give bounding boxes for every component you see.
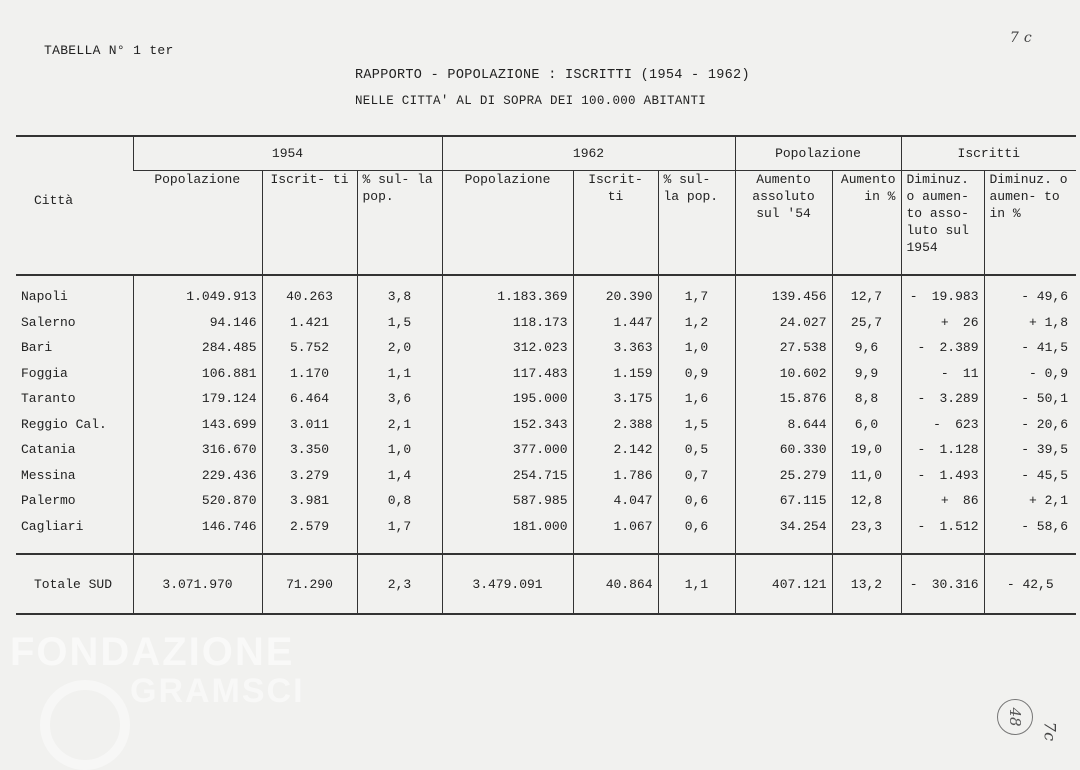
cell-isc54: 6.464 <box>262 386 357 412</box>
page-title: RAPPORTO - POPOLAZIONE : ISCRITTI (1954 - 1962) <box>355 68 750 83</box>
cell-pct62: 0,6 <box>658 514 735 555</box>
cell-isc54: 3.981 <box>262 488 357 514</box>
cell-pop54: 179.124 <box>133 386 262 412</box>
cell-dim-sign: - <box>933 416 941 432</box>
cell-pct62: 1,6 <box>658 386 735 412</box>
cell-pct62: 1,5 <box>658 412 735 438</box>
cell-pop54: 94.146 <box>133 310 262 336</box>
cell-dim-sign: - <box>909 289 918 305</box>
cell-pct54: 3,6 <box>357 386 442 412</box>
cell-pop62: 377.000 <box>442 437 573 463</box>
cell-dim-value: 3.289 <box>939 391 979 407</box>
cell-aum-pct: 23,3 <box>832 514 901 555</box>
cell-isc62: 3.175 <box>573 386 658 412</box>
cell-aum-abs: 139.456 <box>735 275 832 310</box>
col-header-pop62: Popolazione <box>442 171 573 276</box>
col-header-pop54: Popolazione <box>133 171 262 276</box>
cell-dim-value: 1.493 <box>939 467 979 483</box>
cell-pop62: 312.023 <box>442 335 573 361</box>
table-label: TABELLA N° 1 ter <box>44 43 174 58</box>
cell-dim-sign: - <box>917 391 926 407</box>
cell-dim-abs <box>901 361 984 387</box>
table-row <box>16 275 1076 310</box>
cell-aum-pct: 12,8 <box>832 488 901 514</box>
cell-city: Messina <box>21 467 76 483</box>
watermark-logo-icon <box>40 680 130 770</box>
cell-aum-abs: 60.330 <box>735 437 832 463</box>
cell-dim-abs <box>901 310 984 336</box>
cell-pct54: 1,0 <box>357 437 442 463</box>
cell-dim-pct: - 0,9 <box>984 361 1076 387</box>
cell-aum-abs: 15.876 <box>735 386 832 412</box>
cell-pop54: 143.699 <box>133 412 262 438</box>
col-header-dim-pct: Diminuz. o aumen- to in % <box>984 171 1076 276</box>
table-body <box>16 275 1076 554</box>
col-header-city: Città <box>16 136 133 275</box>
cell-pop62: 254.715 <box>442 463 573 489</box>
cell-isc62: 2.388 <box>573 412 658 438</box>
cell-aum-pct: 8,8 <box>832 386 901 412</box>
cell-city: Totale SUD <box>16 554 133 614</box>
total-row <box>16 554 1076 614</box>
cell-aum-pct: 9,9 <box>832 361 901 387</box>
cell-pct62: 1,0 <box>658 335 735 361</box>
cell-isc54: 3.279 <box>262 463 357 489</box>
cell-pop62: 118.173 <box>442 310 573 336</box>
cell-isc62: 20.390 <box>573 275 658 310</box>
cell-dim-abs <box>901 412 984 438</box>
cell-pop62: 195.000 <box>442 386 573 412</box>
cell-pct54: 2,3 <box>357 554 442 614</box>
cell-dim-pct: - 50,1 <box>984 386 1076 412</box>
cell-isc62: 1.067 <box>573 514 658 555</box>
cell-pct62: 0,6 <box>658 488 735 514</box>
cell-aum-abs: 25.279 <box>735 463 832 489</box>
watermark-text-2: GRAMSCI <box>130 672 305 710</box>
cell-pop62: 152.343 <box>442 412 573 438</box>
group-header-row <box>16 136 1076 171</box>
cell-dim-abs <box>901 514 984 555</box>
cell-pct54: 0,8 <box>357 488 442 514</box>
table-row <box>16 463 1076 489</box>
col-header-dim-abs: Diminuz. o aumen- to asso- luto sul 1954 <box>901 171 984 276</box>
cell-pop62: 181.000 <box>442 514 573 555</box>
cell-isc54: 40.263 <box>262 275 357 310</box>
cell-pct62: 0,9 <box>658 361 735 387</box>
cell-dim-sign: - <box>917 467 926 483</box>
cell-dim-sign: - <box>917 340 926 356</box>
cell-city: Napoli <box>21 289 68 305</box>
cell-dim-pct: + 2,1 <box>984 488 1076 514</box>
handwritten-corner-note: 7 c <box>1009 30 1032 46</box>
cell-dim-value: 86 <box>962 493 979 509</box>
cell-pct54: 3,8 <box>357 275 442 310</box>
cell-city: Palermo <box>21 493 76 509</box>
cell-pop54: 284.485 <box>133 335 262 361</box>
cell-dim-abs <box>901 386 984 412</box>
cell-dim-value: 30.316 <box>931 576 979 592</box>
cell-pct62: 1,7 <box>658 275 735 310</box>
cell-pct54: 2,0 <box>357 335 442 361</box>
cell-aum-pct: 6,0 <box>832 412 901 438</box>
cell-dim-pct: - 42,5 <box>984 554 1076 614</box>
cell-pop62: 3.479.091 <box>442 554 573 614</box>
cell-city: Reggio Cal. <box>21 416 107 432</box>
page-subtitle: NELLE CITTA' AL DI SOPRA DEI 100.000 ABITANTI <box>355 94 707 108</box>
cell-pop62: 117.483 <box>442 361 573 387</box>
cell-city: Bari <box>21 340 53 356</box>
cell-isc54: 1.421 <box>262 310 357 336</box>
cell-pop54: 316.670 <box>133 437 262 463</box>
group-header-1962: 1962 <box>442 136 735 171</box>
cell-isc62: 4.047 <box>573 488 658 514</box>
col-header-pct62: % sul- la pop. <box>658 171 735 276</box>
col-header-aum-pct: Aumento in % <box>832 171 901 276</box>
cell-dim-pct: - 39,5 <box>984 437 1076 463</box>
col-header-isc62: Iscrit- ti <box>573 171 658 276</box>
cell-dim-sign: - <box>917 442 926 458</box>
handwritten-side-note: 7c <box>1040 721 1060 742</box>
cell-isc62: 1.159 <box>573 361 658 387</box>
table-row <box>16 514 1076 555</box>
cell-dim-abs <box>901 488 984 514</box>
group-header-iscritti: Iscritti <box>901 136 1076 171</box>
cell-isc62: 3.363 <box>573 335 658 361</box>
cell-pct62: 1,1 <box>658 554 735 614</box>
cell-dim-sign: - <box>940 365 949 381</box>
col-header-aum-abs: Aumento assoluto sul '54 <box>735 171 832 276</box>
cell-city: Catania <box>21 442 76 458</box>
cell-dim-pct: - 20,6 <box>984 412 1076 438</box>
cell-dim-value: 26 <box>962 314 979 330</box>
col-header-pct54: % sul- la pop. <box>357 171 442 276</box>
cell-dim-value: 11 <box>962 365 979 381</box>
cell-aum-abs: 67.115 <box>735 488 832 514</box>
table-row <box>16 361 1076 387</box>
cell-aum-abs: 8.644 <box>735 412 832 438</box>
cell-dim-value: 2.389 <box>939 340 979 356</box>
cell-aum-pct: 9,6 <box>832 335 901 361</box>
cell-isc62: 1.786 <box>573 463 658 489</box>
cell-isc62: 1.447 <box>573 310 658 336</box>
cell-isc54: 5.752 <box>262 335 357 361</box>
cell-dim-value: 1.128 <box>939 442 979 458</box>
column-header-row <box>16 171 1076 276</box>
cell-aum-pct: 25,7 <box>832 310 901 336</box>
cell-city: Foggia <box>21 365 68 381</box>
cell-pop54: 3.071.970 <box>133 554 262 614</box>
cell-isc62: 2.142 <box>573 437 658 463</box>
cell-dim-abs <box>901 554 984 614</box>
cell-dim-value: 623 <box>955 416 979 432</box>
cell-isc54: 1.170 <box>262 361 357 387</box>
cell-pop54: 1.049.913 <box>133 275 262 310</box>
cell-aum-abs: 10.602 <box>735 361 832 387</box>
cell-pct62: 0,7 <box>658 463 735 489</box>
cell-aum-pct: 12,7 <box>832 275 901 310</box>
table-row <box>16 437 1076 463</box>
cell-dim-value: 19.983 <box>931 289 979 305</box>
col-header-isc54: Iscrit- ti <box>262 171 357 276</box>
cell-aum-abs: 407.121 <box>735 554 832 614</box>
cell-dim-pct: - 45,5 <box>984 463 1076 489</box>
table-row <box>16 412 1076 438</box>
cell-dim-abs <box>901 463 984 489</box>
table-row <box>16 310 1076 336</box>
cell-pop62: 587.985 <box>442 488 573 514</box>
cell-city: Taranto <box>21 391 76 407</box>
cell-dim-pct: - 41,5 <box>984 335 1076 361</box>
group-header-1954: 1954 <box>133 136 442 171</box>
cell-isc62: 40.864 <box>573 554 658 614</box>
cell-dim-sign: + <box>940 314 949 330</box>
cell-pop54: 229.436 <box>133 463 262 489</box>
cell-pct54: 1,1 <box>357 361 442 387</box>
cell-isc54: 71.290 <box>262 554 357 614</box>
cell-aum-pct: 11,0 <box>832 463 901 489</box>
group-header-popolazione: Popolazione <box>735 136 901 171</box>
cell-aum-abs: 34.254 <box>735 514 832 555</box>
page-number-stamp: 48 <box>997 699 1033 735</box>
cell-aum-abs: 24.027 <box>735 310 832 336</box>
table-row <box>16 335 1076 361</box>
cell-pop54: 146.746 <box>133 514 262 555</box>
cell-isc54: 3.011 <box>262 412 357 438</box>
cell-aum-pct: 19,0 <box>832 437 901 463</box>
cell-pop54: 106.881 <box>133 361 262 387</box>
cell-dim-sign: - <box>917 518 926 534</box>
cell-dim-sign: + <box>940 493 949 509</box>
cell-dim-pct: - 49,6 <box>984 275 1076 310</box>
data-table <box>16 135 1076 615</box>
cell-dim-value: 1.512 <box>939 518 979 534</box>
table-row <box>16 386 1076 412</box>
cell-dim-pct: + 1,8 <box>984 310 1076 336</box>
table-row <box>16 488 1076 514</box>
cell-aum-abs: 27.538 <box>735 335 832 361</box>
cell-pop54: 520.870 <box>133 488 262 514</box>
cell-dim-abs <box>901 335 984 361</box>
cell-pct54: 1,5 <box>357 310 442 336</box>
cell-pct54: 2,1 <box>357 412 442 438</box>
cell-pct62: 0,5 <box>658 437 735 463</box>
cell-pct54: 1,7 <box>357 514 442 555</box>
cell-city: Salerno <box>21 314 76 330</box>
cell-city: Cagliari <box>21 518 84 534</box>
cell-dim-abs <box>901 275 984 310</box>
cell-isc54: 2.579 <box>262 514 357 555</box>
watermark-text: FONDAZIONE <box>10 630 295 674</box>
cell-dim-abs <box>901 437 984 463</box>
cell-dim-pct: - 58,6 <box>984 514 1076 555</box>
cell-pct62: 1,2 <box>658 310 735 336</box>
cell-pct54: 1,4 <box>357 463 442 489</box>
cell-dim-sign: - <box>909 576 918 592</box>
cell-isc54: 3.350 <box>262 437 357 463</box>
cell-aum-pct: 13,2 <box>832 554 901 614</box>
cell-pop62: 1.183.369 <box>442 275 573 310</box>
